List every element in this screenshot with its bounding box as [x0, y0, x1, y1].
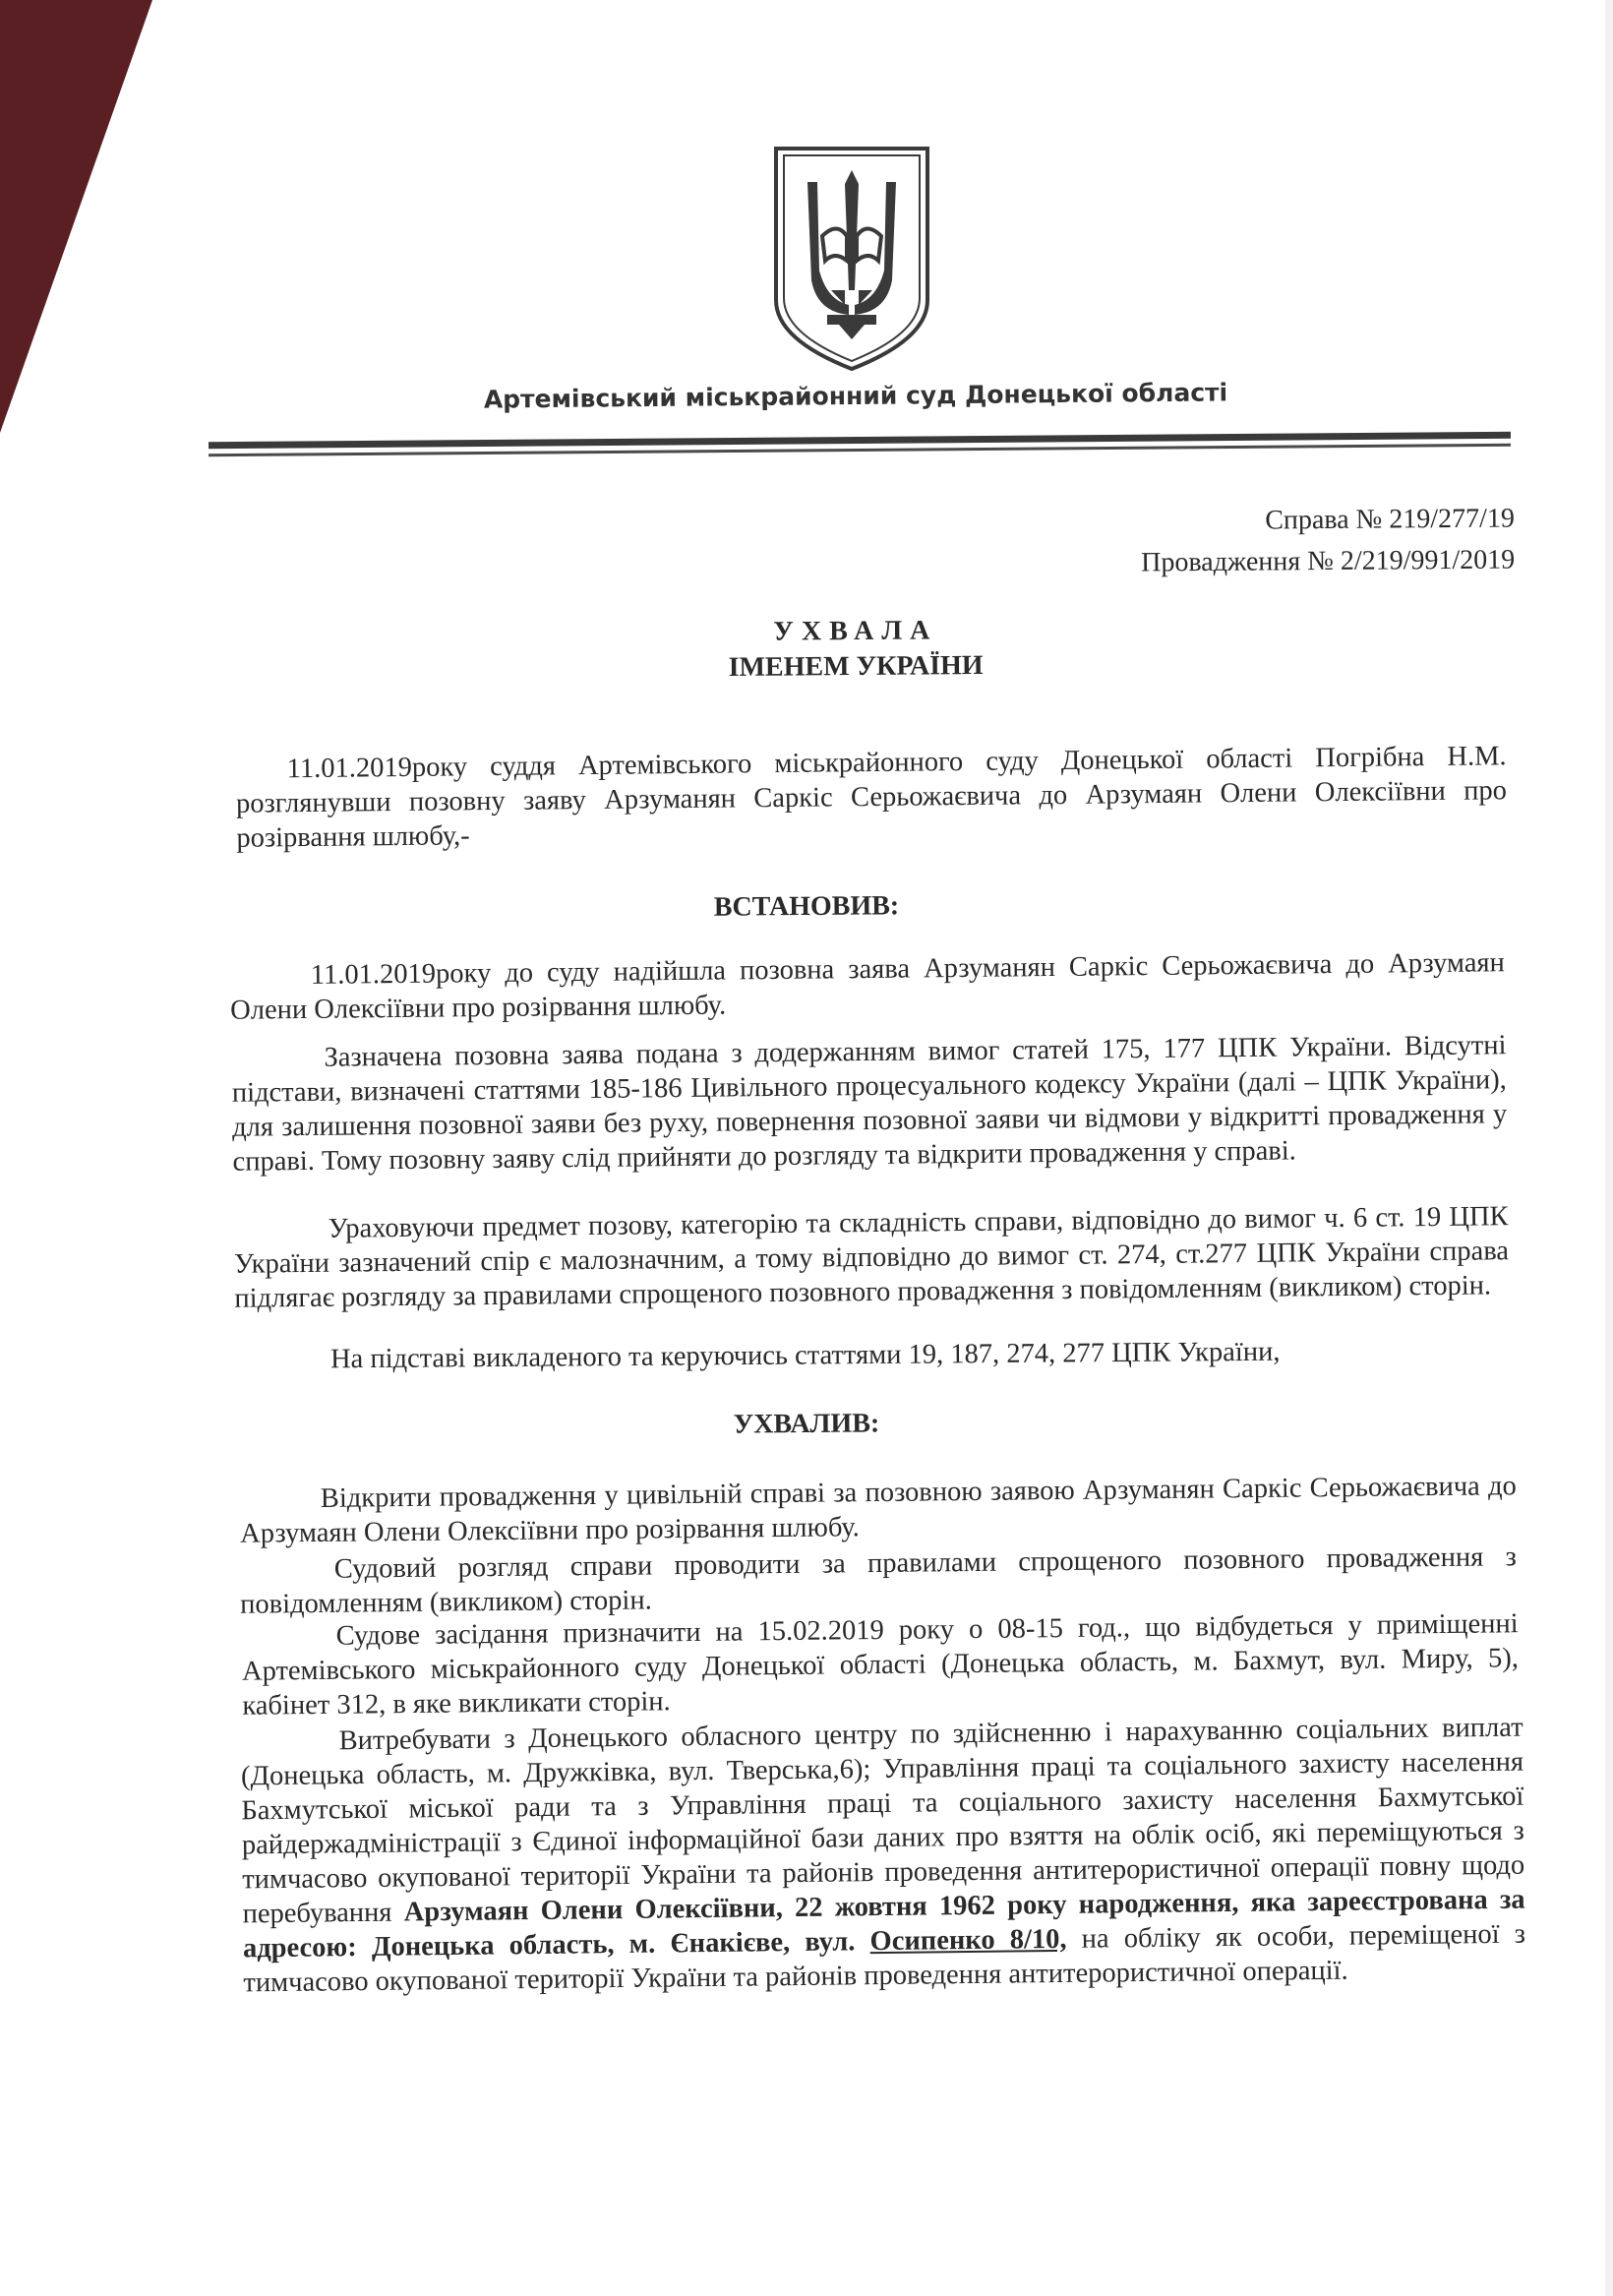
ukraine-coat-of-arms-icon: [768, 143, 935, 374]
document-type: УХВАЛА: [773, 615, 938, 647]
respondent-details: Арзумаян Олени Олексіївни, 22 жовтня 1962 року народження, яка зареєстрована за адресою: Донецька область, м. Єнакієве, вул.: [242, 1884, 1525, 1964]
section-heading-ruled: УХВАЛИВ:: [733, 1408, 880, 1440]
document-subtitle: ІМЕНЕМ УКРАЇНИ: [728, 649, 984, 684]
ruled-text-1: Відкрити провадження у цивільній справі за позовною заявою Арзуманян Саркіс Серьожаєвича до Арзумаян Олени Олексіївни про розірвання шлюбу.: [240, 1471, 1517, 1549]
ruled-paragraph-1: [240, 1469, 1518, 1551]
established-paragraph-2: [231, 1028, 1507, 1179]
ruled-text-3: Судове засідання призначити на 15.02.2019 року о 08-15 год., що відбудеться у приміщенні Артемівського міськрайонного суду Донецької області (Донецька область, м. Бахмут, вул. Миру, 5), кабінет 312, в яке викликати сторін.: [241, 1608, 1520, 1722]
respondent-address-street: Осипенко 8/10,: [869, 1923, 1067, 1958]
ruled-text-4a: Витребувати з Донецького обласного центру по здійсненню і нарахуванню соціальних виплат (Донецька область, м. Дружківка, вул. Тверська,6); Управління праці та соціального захисту населення Бахмутської міської ради та з Управління праці та соціального захисту населення Бахмутської райдержадміністрації з Єдиної інформаційної бази даних про взяття на облік осіб, які переміщуються з тимчасово окупованої території України та районів проведення антитерористичної операції повну щодо перебування: [240, 1712, 1525, 1930]
court-name: Артемівський міськрайонний суд Донецької області: [483, 378, 1228, 414]
case-numbers: [1141, 499, 1516, 584]
established-paragraph-3: [233, 1199, 1509, 1316]
document-title: [511, 611, 1201, 687]
intro-paragraph: [235, 739, 1507, 856]
established-text-3: Ураховуючи предмет позову, категорію та складність справи, відповідно до вимог ч. 6 ст. 19 ЦПК України зазначений спір є малозначним, а тому відповідно до вимог ст. 274, ст.277 ЦПК України справа підлягає розгляду за правилами спрощеного позовного провадження з повідомленням (викликом) сторін.: [233, 1201, 1510, 1314]
proceeding-number: Провадження № 2/219/991/2019: [1140, 544, 1516, 578]
ruled-text-2: Судовий розгляд справи проводити за правилами спрощеного позовного провадження з повідомленням (викликом) сторін.: [240, 1541, 1517, 1620]
established-text-4: На підставі викладеного та керуючись статтями 19, 187, 274, 277 ЦПК України,: [329, 1336, 1281, 1375]
case-number: Справа № 219/277/19: [1265, 503, 1515, 536]
established-text-2: Зазначена позовна заява подана з додержанням вимог статей 175, 177 ЦПК України. Відсутні підстави, визначені статтями 185-186 Цивільного процесуального кодексу України (далі – ЦПК України), для залишення позовної заяви без руху, повернення позовної заяви чи відмови у відкритті провадження у справі. Тому позовну заяву слід прийняти до розгляду та відкрити провадження у справі.: [231, 1030, 1508, 1178]
ruled-paragraph-3: [241, 1606, 1519, 1723]
established-paragraph-1: [230, 945, 1506, 1028]
ruled-paragraph-4: [240, 1711, 1525, 2001]
ruled-text-4b: на обліку як особи, переміщеної з тимчасово окупованої території України та районів проведення антитерористичної операції.: [243, 1918, 1526, 1999]
section-heading-established: ВСТАНОВИВ:: [713, 890, 900, 923]
established-paragraph-4: [236, 1333, 1511, 1377]
intro-text: 11.01.2019року суддя Артемівського міськрайонного суду Донецької області Погрібна Н.М. розглянувши позовну заяву Арзуманян Саркіс Серьожаєвича до Арзумаян Олени Олексіївни про розірвання шлюбу,-: [235, 741, 1508, 854]
established-text-1: 11.01.2019року до суду надійшла позовна заява Арзуманян Саркіс Серьожаєвича до Арзумаян Олени Олексіївни про розірвання шлюбу.: [230, 947, 1505, 1026]
